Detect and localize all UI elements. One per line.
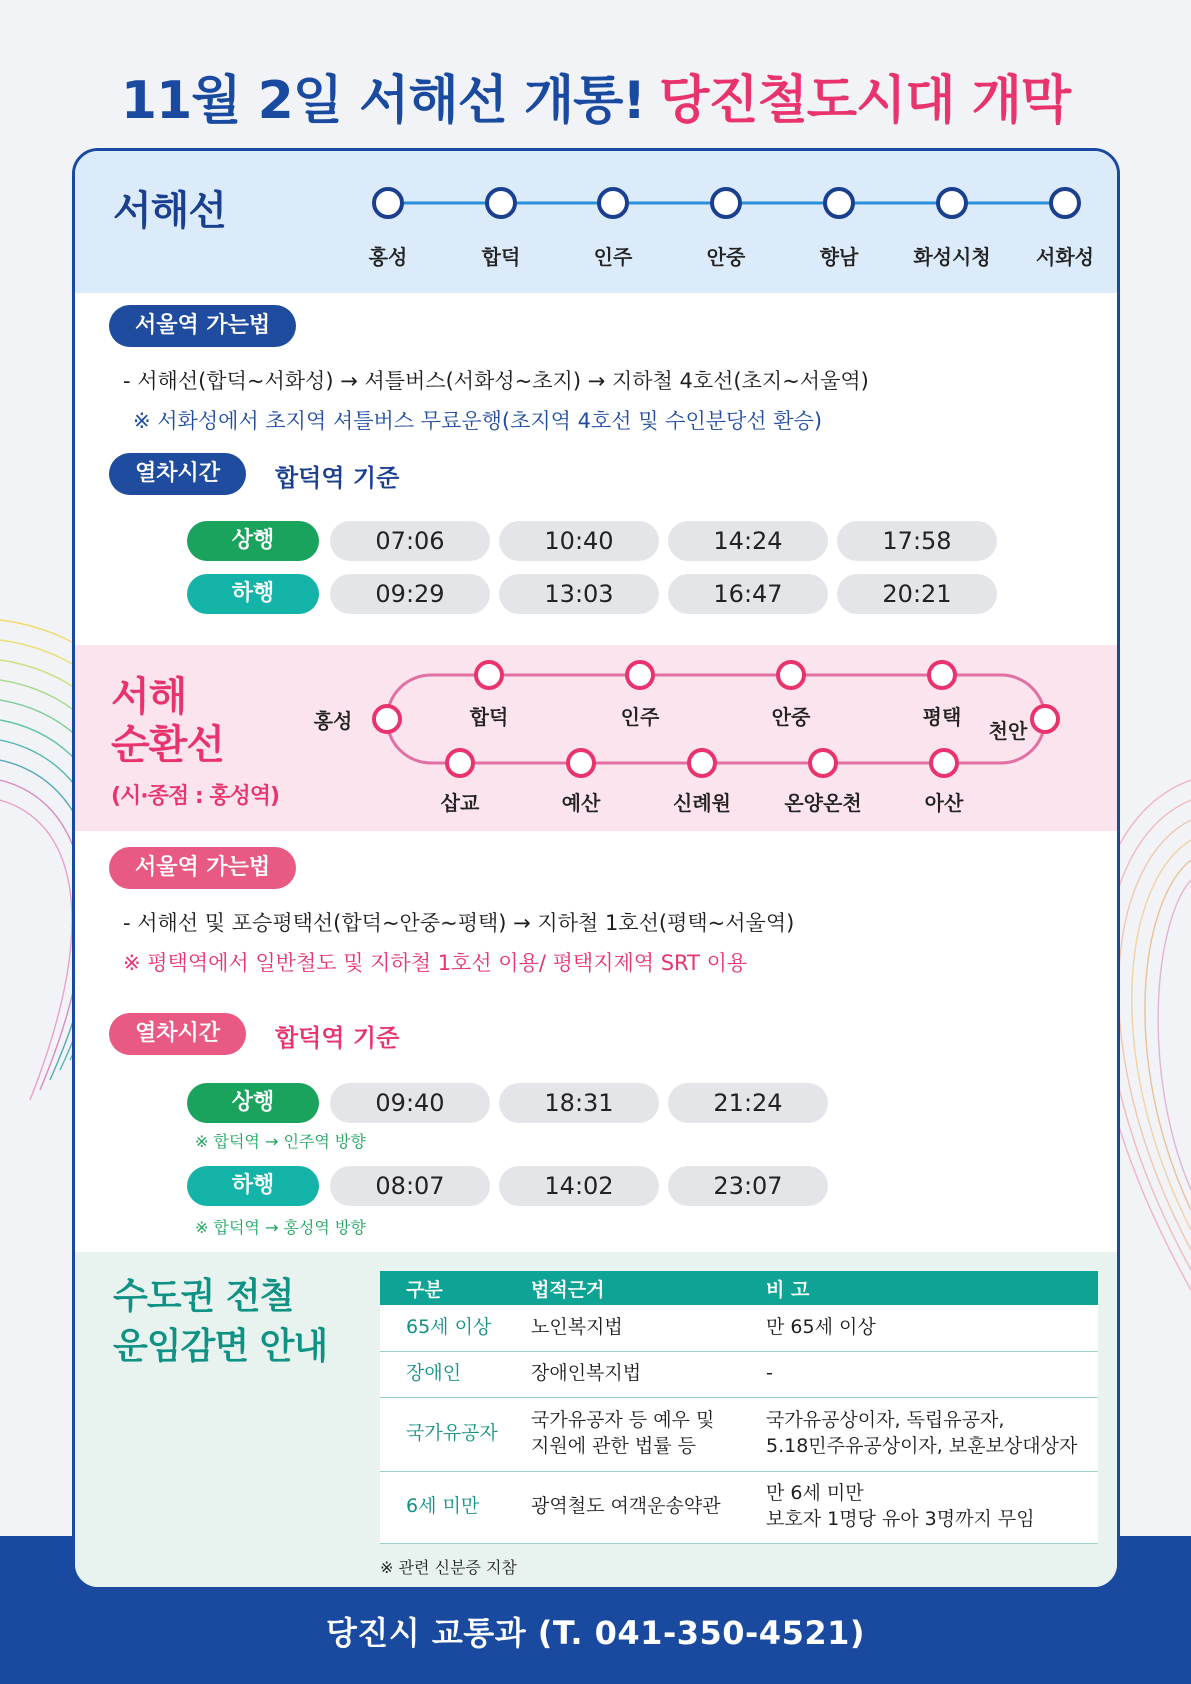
headline-part2: 당진철도시대 개막 <box>659 71 1071 131</box>
station-dot <box>825 189 853 217</box>
seohae-up-time: 07:06 <box>330 521 490 561</box>
table-row <box>380 1397 1098 1471</box>
table-cell-category: 6세 미만 <box>380 1471 505 1543</box>
circular-down-time: 14:02 <box>499 1166 659 1206</box>
remark-line: 5.18민주유공상이자, 보훈보상대상자 <box>766 1435 1078 1457</box>
seohae-line-section <box>75 151 1117 293</box>
seohae-down-time: 16:47 <box>668 574 828 614</box>
circular-title-1: 서해 <box>111 674 187 720</box>
remark-line: 국가유공상이자, 독립유공자, <box>766 1409 1005 1432</box>
circular-time-basis: 합덕역 기준 <box>275 1024 400 1052</box>
table-cell-remark <box>740 1397 1098 1471</box>
circular-up-label: 상행 <box>187 1083 319 1123</box>
circular-down-time: 23:07 <box>668 1166 828 1206</box>
table-cell-remark: - <box>740 1351 1098 1397</box>
headline-part1: 11월 2일 서해선 개통! <box>120 71 646 131</box>
station-dot <box>938 189 966 217</box>
info-card <box>72 148 1120 1590</box>
seohae-down-time: 20:21 <box>837 574 997 614</box>
fare-discount-table <box>380 1271 1098 1544</box>
station-dot <box>476 662 502 688</box>
fare-title-2: 운임감면 안내 <box>113 1326 328 1367</box>
seohae-down-time: 13:03 <box>499 574 659 614</box>
station-dot <box>929 662 955 688</box>
remark-line: 보호자 1명당 유아 3명까지 무임 <box>766 1508 1035 1530</box>
circular-up-time: 18:31 <box>499 1083 659 1123</box>
law-line: 지원에 관한 법률 등 <box>531 1435 696 1457</box>
remark-line: 만 6세 미만 <box>766 1482 864 1505</box>
table-row <box>380 1471 1098 1543</box>
seohae-up-time: 14:24 <box>668 521 828 561</box>
fare-note: ※ 관련 신분증 지참 <box>380 1558 517 1577</box>
table-row <box>380 1351 1098 1397</box>
station-label: 예산 <box>561 791 601 815</box>
station-dot <box>689 750 715 776</box>
table-header: 비 고 <box>740 1271 1098 1305</box>
station-dot <box>1051 189 1079 217</box>
circular-title-2: 순환선 <box>111 722 224 768</box>
table-cell-category: 장애인 <box>380 1351 505 1397</box>
station-dot <box>810 750 836 776</box>
station-label: 화성시청 <box>913 245 991 269</box>
seohae-up-time: 10:40 <box>499 521 659 561</box>
circular-route-tag: 서울역 가는법 <box>109 847 296 889</box>
station-label: 홍성 <box>368 245 408 269</box>
seohae-up-time: 17:58 <box>837 521 997 561</box>
footer-contact: 당진시 교통과 (T. 041-350-4521) <box>326 1614 865 1652</box>
table-row <box>380 1305 1098 1351</box>
station-label: 안중 <box>706 245 746 269</box>
station-label: 온양온천 <box>784 791 862 815</box>
station-label: 홍성 <box>313 709 353 733</box>
seohae-down-label: 하행 <box>187 574 319 614</box>
seohae-route-map <box>75 151 1120 293</box>
circular-route-text: - 서해선 및 포승평택선(합덕~안중~평택) → 지하철 1호선(평택~서울역) <box>123 911 795 935</box>
seohae-up-label: 상행 <box>187 521 319 561</box>
station-label: 평택 <box>922 705 962 729</box>
station-dot <box>712 189 740 217</box>
law-line: 국가유공자 등 예우 및 <box>531 1409 715 1432</box>
circular-down-note: ※ 합덕역 → 홍성역 방향 <box>195 1218 366 1237</box>
circular-up-time: 21:24 <box>668 1083 828 1123</box>
station-label: 인주 <box>593 245 633 269</box>
seohae-route-tag: 서울역 가는법 <box>109 305 296 347</box>
table-cell-category: 국가유공자 <box>380 1397 505 1471</box>
table-cell-remark: 만 65세 이상 <box>740 1305 1098 1351</box>
station-label: 인주 <box>620 705 660 729</box>
circular-up-time: 09:40 <box>330 1083 490 1123</box>
station-label: 천안 <box>988 719 1028 743</box>
station-dot <box>599 189 627 217</box>
station-dot <box>627 662 653 688</box>
page-headline <box>0 58 1191 133</box>
station-label: 신례원 <box>673 791 731 815</box>
seohae-time-basis: 합덕역 기준 <box>275 464 400 492</box>
table-cell-category: 65세 이상 <box>380 1305 505 1351</box>
station-label: 합덕 <box>469 705 509 729</box>
station-label: 안중 <box>771 705 811 729</box>
circular-down-label: 하행 <box>187 1166 319 1206</box>
station-label: 합덕 <box>481 245 521 269</box>
station-dot <box>447 750 473 776</box>
table-header: 구분 <box>380 1271 505 1305</box>
table-cell-law: 장애인복지법 <box>505 1351 740 1397</box>
table-cell-remark <box>740 1471 1098 1543</box>
circular-line-section <box>75 645 1117 831</box>
table-header-row <box>380 1271 1098 1305</box>
seohae-route-text: - 서해선(합덕~서화성) → 셔틀버스(서화성~초지) → 지하철 4호선(초지~서울역) <box>123 369 869 393</box>
station-dot <box>568 750 594 776</box>
circular-route-note: ※ 평택역에서 일반철도 및 지하철 1호선 이용/ 평택지제역 SRT 이용 <box>123 951 748 975</box>
table-header: 법적근거 <box>505 1271 740 1305</box>
station-label: 아산 <box>924 791 964 815</box>
station-dot <box>778 662 804 688</box>
station-label: 서화성 <box>1036 245 1094 269</box>
circular-up-note: ※ 합덕역 → 인주역 방향 <box>195 1132 366 1151</box>
fare-title-1: 수도권 전철 <box>113 1276 294 1317</box>
circular-subtitle: (시·종점 : 홍성역) <box>111 784 280 809</box>
station-dot <box>931 750 957 776</box>
station-dot <box>374 189 402 217</box>
table-cell-law: 노인복지법 <box>505 1305 740 1351</box>
seohae-time-tag: 열차시간 <box>109 453 246 495</box>
station-label: 향남 <box>819 245 859 269</box>
circular-time-tag: 열차시간 <box>109 1013 246 1055</box>
seohae-down-time: 09:29 <box>330 574 490 614</box>
table-cell-law <box>505 1397 740 1471</box>
station-label: 삽교 <box>440 791 480 815</box>
station-dot <box>487 189 515 217</box>
seohae-line-title: 서해선 <box>113 188 226 234</box>
circular-down-time: 08:07 <box>330 1166 490 1206</box>
seohae-route-note: ※ 서화성에서 초지역 셔틀버스 무료운행(초지역 4호선 및 수인분당선 환승) <box>133 409 823 433</box>
table-cell-law: 광역철도 여객운송약관 <box>505 1471 740 1543</box>
